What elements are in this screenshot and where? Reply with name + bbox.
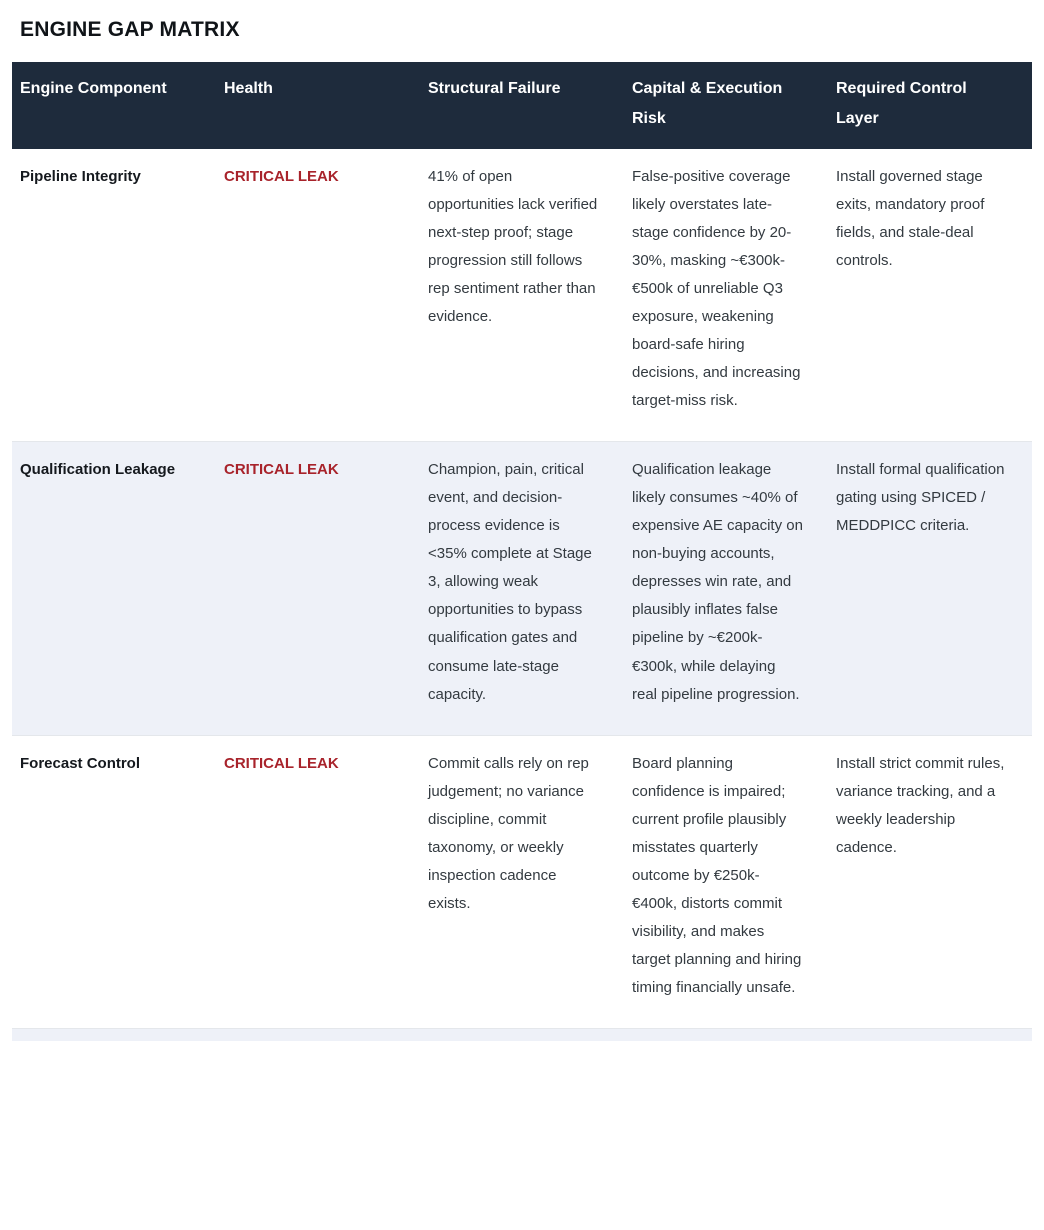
cell-capital-execution-risk: Qualification leakage likely consumes ~40% of expensive AE capacity on non-buying accounts, depresses win rate, and plausibly inflates false pipeline by ~€200k-€300k, while delaying real pipeline progression. (624, 442, 828, 735)
table-row (12, 442, 1032, 735)
cell-structural-failure: Champion, pain, critical event, and decision-process evidence is <35% complete at Stage 3, allowing weak opportunities to bypass qualification gates and consume late-stage capacity. (420, 442, 624, 735)
cell-engine-component: Forecast Control (12, 735, 216, 1028)
cell-required-control-layer: Install formal qualification gating using SPICED / MEDDPICC criteria. (828, 442, 1032, 735)
cell-health-status: CRITICAL LEAK (216, 442, 420, 735)
column-header-structural-failure: Structural Failure (420, 62, 624, 149)
cell-capital-execution-risk: False-positive coverage likely overstates late-stage confidence by 20-30%, masking ~€300k-€500k of unreliable Q3 exposure, weakening board-safe hiring decisions, and increasing target-miss risk. (632, 167, 801, 410)
cell-health-status: CRITICAL LEAK (216, 735, 420, 1028)
column-header-health: Health (216, 62, 420, 149)
cell-structural-failure: 41% of open opportunities lack verified next-step proof; stage progression still follows rep sentiment rather than evidence. (428, 167, 598, 326)
cell-structural-failure: Commit calls rely on rep judgement; no variance discipline, commit taxonomy, or weekly inspection cadence exists. (420, 735, 624, 1028)
table-row (12, 735, 1032, 1028)
column-header-engine-component: Engine Component (12, 62, 216, 149)
table-header-row (12, 62, 1032, 149)
cell-required-control-layer: Install governed stage exits, mandatory proof fields, and stale-deal controls. (836, 167, 985, 269)
engine-gap-matrix-table (12, 62, 1032, 1041)
page-title: ENGINE GAP MATRIX (20, 18, 240, 41)
cell-engine-component: Pipeline Integrity (20, 167, 141, 185)
cell-required-control-layer: Install strict commit rules, variance tracking, and a weekly leadership cadence. (828, 735, 1032, 1028)
cell-health-status: CRITICAL LEAK (224, 167, 339, 185)
table-row (12, 149, 1032, 442)
cell-engine-component: Qualification Leakage (12, 442, 216, 735)
cell-capital-execution-risk: Board planning confidence is impaired; current profile plausibly misstates quarterly outcome by €250k-€400k, distorts commit visibility, and makes target planning and hiring timing financially unsafe. (624, 735, 828, 1028)
table-header (12, 62, 1032, 149)
table-body (12, 149, 1032, 1041)
column-header-required-control-layer: Required Control Layer (828, 62, 1032, 149)
cell-partial (12, 1029, 1032, 1042)
column-header-capital-execution-risk: Capital & Execution Risk (624, 62, 828, 149)
table-row-partial (12, 1029, 1032, 1042)
